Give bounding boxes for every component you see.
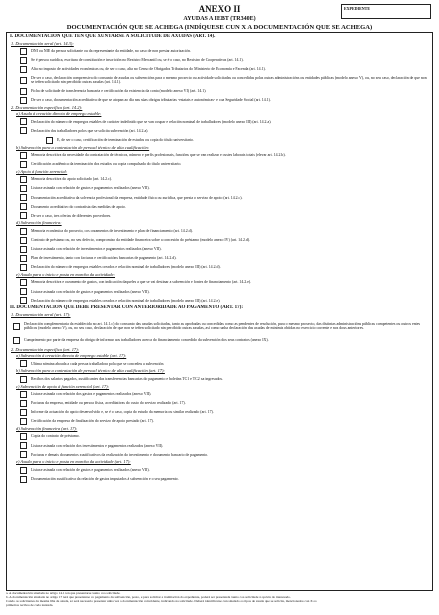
document-checkbox-row[interactable] [10,466,429,475]
section-heading: I. DOCUMENTACIÓN QUE TEN QUE XUNTARSE Á SOLICITUDE DE AXUDAS (ART. 14). [10,34,216,39]
checkbox[interactable] [20,409,27,416]
document-label: Alta no imposto de actividades económicas ou, de ser o caso, alta no Censo de Obrigados Tributarios do Ministerio de Economía e Facenda (art. 14.1). [31,67,266,72]
document-label: Facturas da empresa, entidade ou persoa física, acreditativas do custo do servizo realizado (art. 17). [31,401,186,406]
checkbox[interactable] [20,264,27,271]
checkbox[interactable] [20,77,27,84]
aid-subtitle: AYUDAS A IEBT (TR340E) [183,16,256,22]
group-heading: a) Subvención á creación directa de emprego estable (art. 17): [16,353,127,359]
footnote: a. A documentación sinalada no artigo 14.1 ten que presentarse xunto coa solicitude. [6,592,121,595]
document-label: DNI ou NIE da persoa solicitante ou da representante da entidade, no caso de non prestar autorización. [31,49,191,54]
checkbox[interactable] [20,66,27,73]
checkbox[interactable] [20,212,27,219]
document-checkbox-row[interactable] [10,202,429,211]
document-label: Declaración dos traballadores polos que se solicita subvención (art. 14.2.a). [31,128,149,133]
checkbox[interactable] [20,297,27,304]
document-label: Recibos dos salarios pagados, xustificantes das transferencias bancarias do pagamento e boletíns TC1 e TC2 xa ingresados. [31,376,223,381]
annex-title: ANEXO II [198,4,241,14]
checkbox[interactable] [20,237,27,244]
document-label: Documentación acreditativa da solvencia profesional da empresa, entidade física ou xurídica, que presta o servizo de apoio (art. 14.2.c). [31,195,243,200]
checkbox[interactable] [20,57,27,64]
checkbox[interactable] [20,391,27,398]
document-checkbox-row[interactable] [10,227,429,236]
document-label: Memoria descritiva da necesidade da contratación de técnicos, número e perfís profesionais, funcións que se van realizar e custes laborais totais (elevar art. 14.2.b). [31,153,286,158]
checkbox[interactable] [20,185,27,192]
document-label: De ser o caso, documentación acreditativa de que se atopan ao día nas súas obrigas tributarias -estatais e autonómicas- e coa Seguridade Social (art. 14.1). [31,98,271,103]
group-heading: c) Apoio á función xerencial: [16,168,68,174]
group-heading: c) Subvención de apoio á función xerencial (art. 17): [16,383,110,389]
document-checkbox-row[interactable] [10,74,429,87]
document-checkbox-row[interactable] [10,117,429,126]
group-heading: d) Subvención financeira: [16,220,62,226]
checkbox[interactable] [20,442,27,449]
document-label: Certificación da empresa de finalización do servizo de apoio prestado (art. 17). [31,419,154,424]
group-heading: b) Subvención para a contratación de persoal técnico de alta cualificación: [16,144,150,150]
document-label: De ser o caso, declaración comprensiva do conxunto de axudas ou subvencións para o mesmo proxecto ou actividade solicitadas ou concedidas polas outras administracións ou entidades públicas (modelo anexo V), ou, no seu caso, declaración de que non se teñen solicitado nin percibido outras axudas (art. 14.1). [31,76,427,85]
document-label: Listaxe asinada con relación dos investimentos e pagamentos realizados (anexo VII). [31,443,164,448]
checkbox[interactable] [20,203,27,210]
footnote: Cando os solicitantes da mesma liña de axuda, só será necesario presentar unha vez a documentación coincidente, indicando na solicitude. Deberá identificarse cun sinalado os tipos de axuda que se solicita, mencionados con X os [6,599,317,603]
documentation-list [10,34,429,484]
document-label: Copia do contrato de préstamo. [31,434,80,439]
document-checkbox-row[interactable] [10,417,429,426]
footnote: primeiros recibos de cada xuntada. [6,603,54,607]
document-label: Ficha de solicitude de transferencia bancaria e certificación da existencia da conta (modelo anexo VI) (art. 14.1). [31,89,207,94]
checkbox[interactable] [20,376,27,383]
checkbox[interactable] [20,476,27,483]
document-checkbox-row[interactable] [10,390,429,399]
document-label: Cumprimento por parte da empresa da obriga de informar aos traballadores acerca do financiamento concedido da subvención dos seus contratos (anexo IX). [24,338,269,343]
document-label: Memoria descritiva do apoio solicitado (art. 14.2.c). [31,177,113,182]
group-heading: e) Axuda para o inicio e posta en marcha da actividade: [16,272,116,278]
document-label: De ser o caso, tres ofertas de diferentes provedores. [31,213,112,218]
document-label: Listaxe asinada con relación de investimentos e pagamentos realizados (anexo VII). [31,247,162,252]
subsection-heading: 1. Documentación xeral (art. 14.3): [11,40,74,46]
document-label: Declaración do número de empregos estables creados e relación nominal de traballadores (modelo anexo III) (art. 14.2.d). [31,265,221,270]
checkbox[interactable] [20,127,27,134]
checkbox[interactable] [20,433,27,440]
document-checkbox-row[interactable] [10,136,429,145]
checkbox[interactable] [20,451,27,458]
footnote: b. A documentación sinalada no artigo 17 terá que presentarse co pagamento da subvención, posto, e para solicitar a tramitación do expediente, poderá ser presentada xunto coa solicitude á opción do interesado. [6,595,291,599]
document-label: Memoria económica do proxecto, cos orzamentos de investimento e plan de financiamento (art. 14.2.d). [31,228,193,233]
checkbox[interactable] [20,88,27,95]
document-label: Documentación xustificativa da relación de gastos imputados á subvención e o seu pagamento. [31,476,179,481]
document-checkbox-row[interactable] [10,263,429,272]
document-label: Listaxe asinada con relación de gastos e pagamentos realizados (anexo VII). [31,186,150,191]
document-checkbox-row[interactable] [10,432,429,441]
checkbox[interactable] [13,337,20,344]
subsection-heading: 2. Documentación específica (art. 17): [11,347,80,353]
document-label: Plan de investimento, tanto con facturas e certificacións bancarias de pagamento (art. 14.2.d). [31,256,177,261]
document-label: Declaración do número de empregos estables creados e relación nominal de traballadores (modelo anexo III) (art. 14.2.e). [31,298,221,303]
document-checkbox-row[interactable] [10,408,429,417]
checkbox[interactable] [20,48,27,55]
document-checkbox-row[interactable] [10,87,429,96]
document-checkbox-row[interactable] [10,450,429,459]
checkbox[interactable] [46,137,53,144]
document-checkbox-row[interactable] [10,374,429,383]
document-checkbox-row[interactable] [10,278,429,287]
checkbox[interactable] [20,194,27,201]
checkbox[interactable] [20,288,27,295]
document-checkbox-row[interactable] [10,475,429,484]
expediente-label: EXPEDIENTE [344,6,371,11]
document-checkbox-row[interactable] [10,287,429,296]
documentation-heading: DOCUMENTACIÓN QUE SE ACHEGA (INDÍQUESE CUN X A DOCUMENTACIÓN QUE SE ACHEGA) [66,24,373,31]
group-heading: a) Axuda á creación directa de emprego estable: [16,111,102,117]
document-label: Listaxe asinada con relación dos gastos e pagamentos realizados (anexo VII). [31,392,152,396]
document-checkbox-row[interactable] [10,211,429,220]
document-label: Declaración complementaria da establecida no art. 14.1.c) do conxunto das axudas solicitadas, tanto as aprobadas ou concedidas como as pendentes de resolución, para o mesmo proxecto, das distintas administracións públicas competentes ou outros entes públicos (modelo anexo V), ou, no seu caso, declaración de que non se teñen solicitado nin percibido outras axudas, así como unha declaración das axudas de minimis obtidas no exercicio corrente e nos dous anteriores. [24,321,420,331]
document-checkbox-row[interactable] [10,56,429,65]
checkbox[interactable] [20,152,27,159]
document-checkbox-row[interactable] [10,441,429,450]
document-label: Memoria descritiva e orzamento de gastos, con indicación daqueles a que se vai destinar a subvención e fontes de financiamento (art. 14.2.e). [31,280,252,285]
document-label: Certificación académica da terminación dos estudos ou copia compulsada do título universitario. [31,162,182,167]
checkbox[interactable] [20,176,27,183]
section-heading: II. DOCUMENTACIÓN QUE DEBE PRESENTAR CON ANTERIORIDADE AO PAGAMENTO (ART. 17): [10,305,243,311]
document-checkbox-row[interactable] [10,236,429,245]
document-label: E, de ser o caso, certificación de terminación de estudos ou copia do título universitario. [57,137,195,142]
checkbox[interactable] [20,418,27,425]
document-checkbox-row[interactable] [10,184,429,193]
document-checkbox-row[interactable] [10,245,429,254]
group-heading: d) Subvención financeira (art. 17): [16,426,78,432]
document-checkbox-row[interactable] [10,96,429,105]
checkbox[interactable] [20,118,27,125]
document-checkbox-row[interactable] [10,193,429,202]
checkbox[interactable] [20,161,27,168]
document-checkbox-row[interactable] [10,296,429,305]
checkbox[interactable] [20,279,27,286]
document-checkbox-row[interactable] [10,151,429,160]
checkbox[interactable] [20,246,27,253]
checkbox[interactable] [20,467,27,474]
group-heading: e) Axuda para o inicio e posta en marcha da actividade (art. 17): [16,459,131,465]
document-label: Se é persoa xurídica, escritura de constitución e inscrición no Rexistro Mercantil ou, se é o caso, no Rexistro de Cooperativas (art. 14.1). [31,58,244,63]
document-label: Contrato de préstamo ou, no seu defecto, compromiso da entidade financeira sobre a concesión do préstamo (modelo anexo IV) (art. 14.2.d). [31,238,251,242]
subsection-heading: 2. Documentación específica (art. 14.2): [11,105,83,111]
checkbox[interactable] [20,228,27,235]
document-checkbox-row[interactable] [10,334,429,347]
subsection-heading: 1. Documentación xeral (art. 17): [11,312,71,317]
document-label: Listaxe asinada con relación de gastos e pagamentos realizados (anexo VII). [31,289,150,294]
document-label: Declaración do número de empregos estables de carácter indefinido que se van ocupar e relación nominal de traballadores (modelo anexo III) (art. 14.2.a). [31,119,272,124]
document-checkbox-row[interactable] [10,126,429,135]
document-checkbox-row[interactable] [10,160,429,169]
document-checkbox-row[interactable] [10,47,429,56]
checkbox[interactable] [20,255,27,262]
document-checkbox-row[interactable] [10,399,429,408]
documentation-frame [6,32,433,591]
document-checkbox-row[interactable] [10,65,429,74]
document-checkbox-row[interactable] [10,175,429,184]
document-label: Listaxe asinada con relación de gastos e pagamentos realizados (anexo VII). [31,467,150,472]
checkbox[interactable] [20,400,27,407]
document-label: Informe da actuación do apoio desenvolvido e, se é o caso, copia do estudo da memoria ou similar realizado (art. 17). [31,410,214,415]
document-label: Facturas e demais documentos xustificativos da realización do investimento e documento bancario de pagamento. [31,452,209,457]
footnotes [6,592,433,608]
checkbox[interactable] [20,360,27,367]
group-heading: b) Subvención para a contratación de persoal técnico de alta cualificación (art. 17): [16,368,165,374]
document-label: Última nómina aboada a cada persoa traballadora pola que se concedeu a subvención. [31,361,165,366]
checkbox[interactable] [13,323,20,330]
document-checkbox-row[interactable] [10,318,429,334]
document-label: Documento acreditativo do contratista das medidas de apoio. [31,204,126,209]
document-checkbox-row[interactable] [10,359,429,368]
document-checkbox-row[interactable] [10,254,429,263]
checkbox[interactable] [20,97,27,104]
